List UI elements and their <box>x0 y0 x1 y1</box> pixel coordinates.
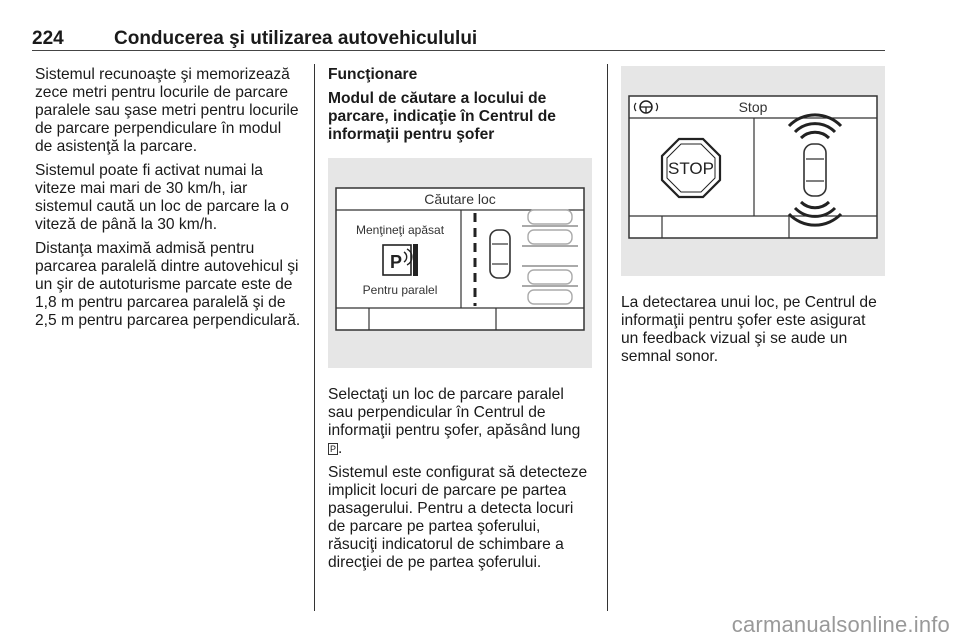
mode-label: Pentru paralel <box>362 283 438 297</box>
stop-sign-icon <box>662 139 720 197</box>
column-1 <box>35 66 301 336</box>
column-divider <box>607 64 608 611</box>
display-title: Căutare loc <box>424 191 496 207</box>
subsection-heading: Modul de căutare a locului de parcare, indicaţie în Centrul de informaţii pentru şofer <box>328 90 556 143</box>
section-heading: Funcţionare <box>328 66 418 83</box>
button-glyph: P <box>390 252 403 272</box>
display-title: Stop <box>738 99 768 115</box>
paragraph-text: Selectaţi un loc de parcare paralel sau perpendicular în Centrul de informaţii pentru şofer, apăsând lung <box>328 386 581 439</box>
paragraph-end: . <box>338 440 343 457</box>
paragraph <box>328 386 592 458</box>
paragraph: Sistemul recunoaşte şi memorizează zece metri pentru locurile de parcare paralele sau şase metri pentru locurile de parcare perpendiculare în modul de asistenţă la parcare. <box>35 66 299 155</box>
stop-figure <box>621 66 885 276</box>
hold-instruction: Menţineţi apăsat <box>355 223 445 237</box>
paragraph: La detectarea unui loc, pe Centrul de informaţii pentru şofer este asigurat un feedback vizual şi se aude un semnal sonor. <box>621 294 877 365</box>
stop-sign-text: STOP <box>668 159 714 178</box>
paragraph: Sistemul poate fi activat numai la viteze mai mari de 30 km/h, iar sistemul caută un loc de parcare la o viteză de până la 30 km/h. <box>35 162 289 233</box>
column-2 <box>328 66 592 578</box>
parking-search-figure <box>328 158 592 368</box>
paragraph: Distanţa maximă admisă pentru parcarea paralelă dintre autovehicul şi un şir de autoturisme parcate este de 1,8 m pentru parcarea paralelă şi de 2,5 m pentru parcarea perpendiculară. <box>35 240 301 329</box>
stop-display <box>621 66 885 276</box>
page-number: 224 <box>32 28 64 49</box>
parking-search-display <box>328 158 592 368</box>
watermark: carmanualsonline.info <box>731 612 950 637</box>
column-3 <box>621 66 887 372</box>
column-divider <box>314 64 315 611</box>
paragraph: Sistemul este configurat să detecteze implicit locuri de parcare pe partea pasagerului. Pentru a detecta locuri de parcare pe partea şoferului, răsuciţi indicatorul de schimbare a direcţiei de pe partea şoferului. <box>328 464 588 571</box>
car-icon <box>804 144 826 196</box>
page-header <box>32 28 885 51</box>
parking-assist-icon: P <box>330 444 337 454</box>
car-icon <box>490 230 510 278</box>
chapter-title: Conducerea şi utilizarea autovehiculului <box>114 28 478 49</box>
